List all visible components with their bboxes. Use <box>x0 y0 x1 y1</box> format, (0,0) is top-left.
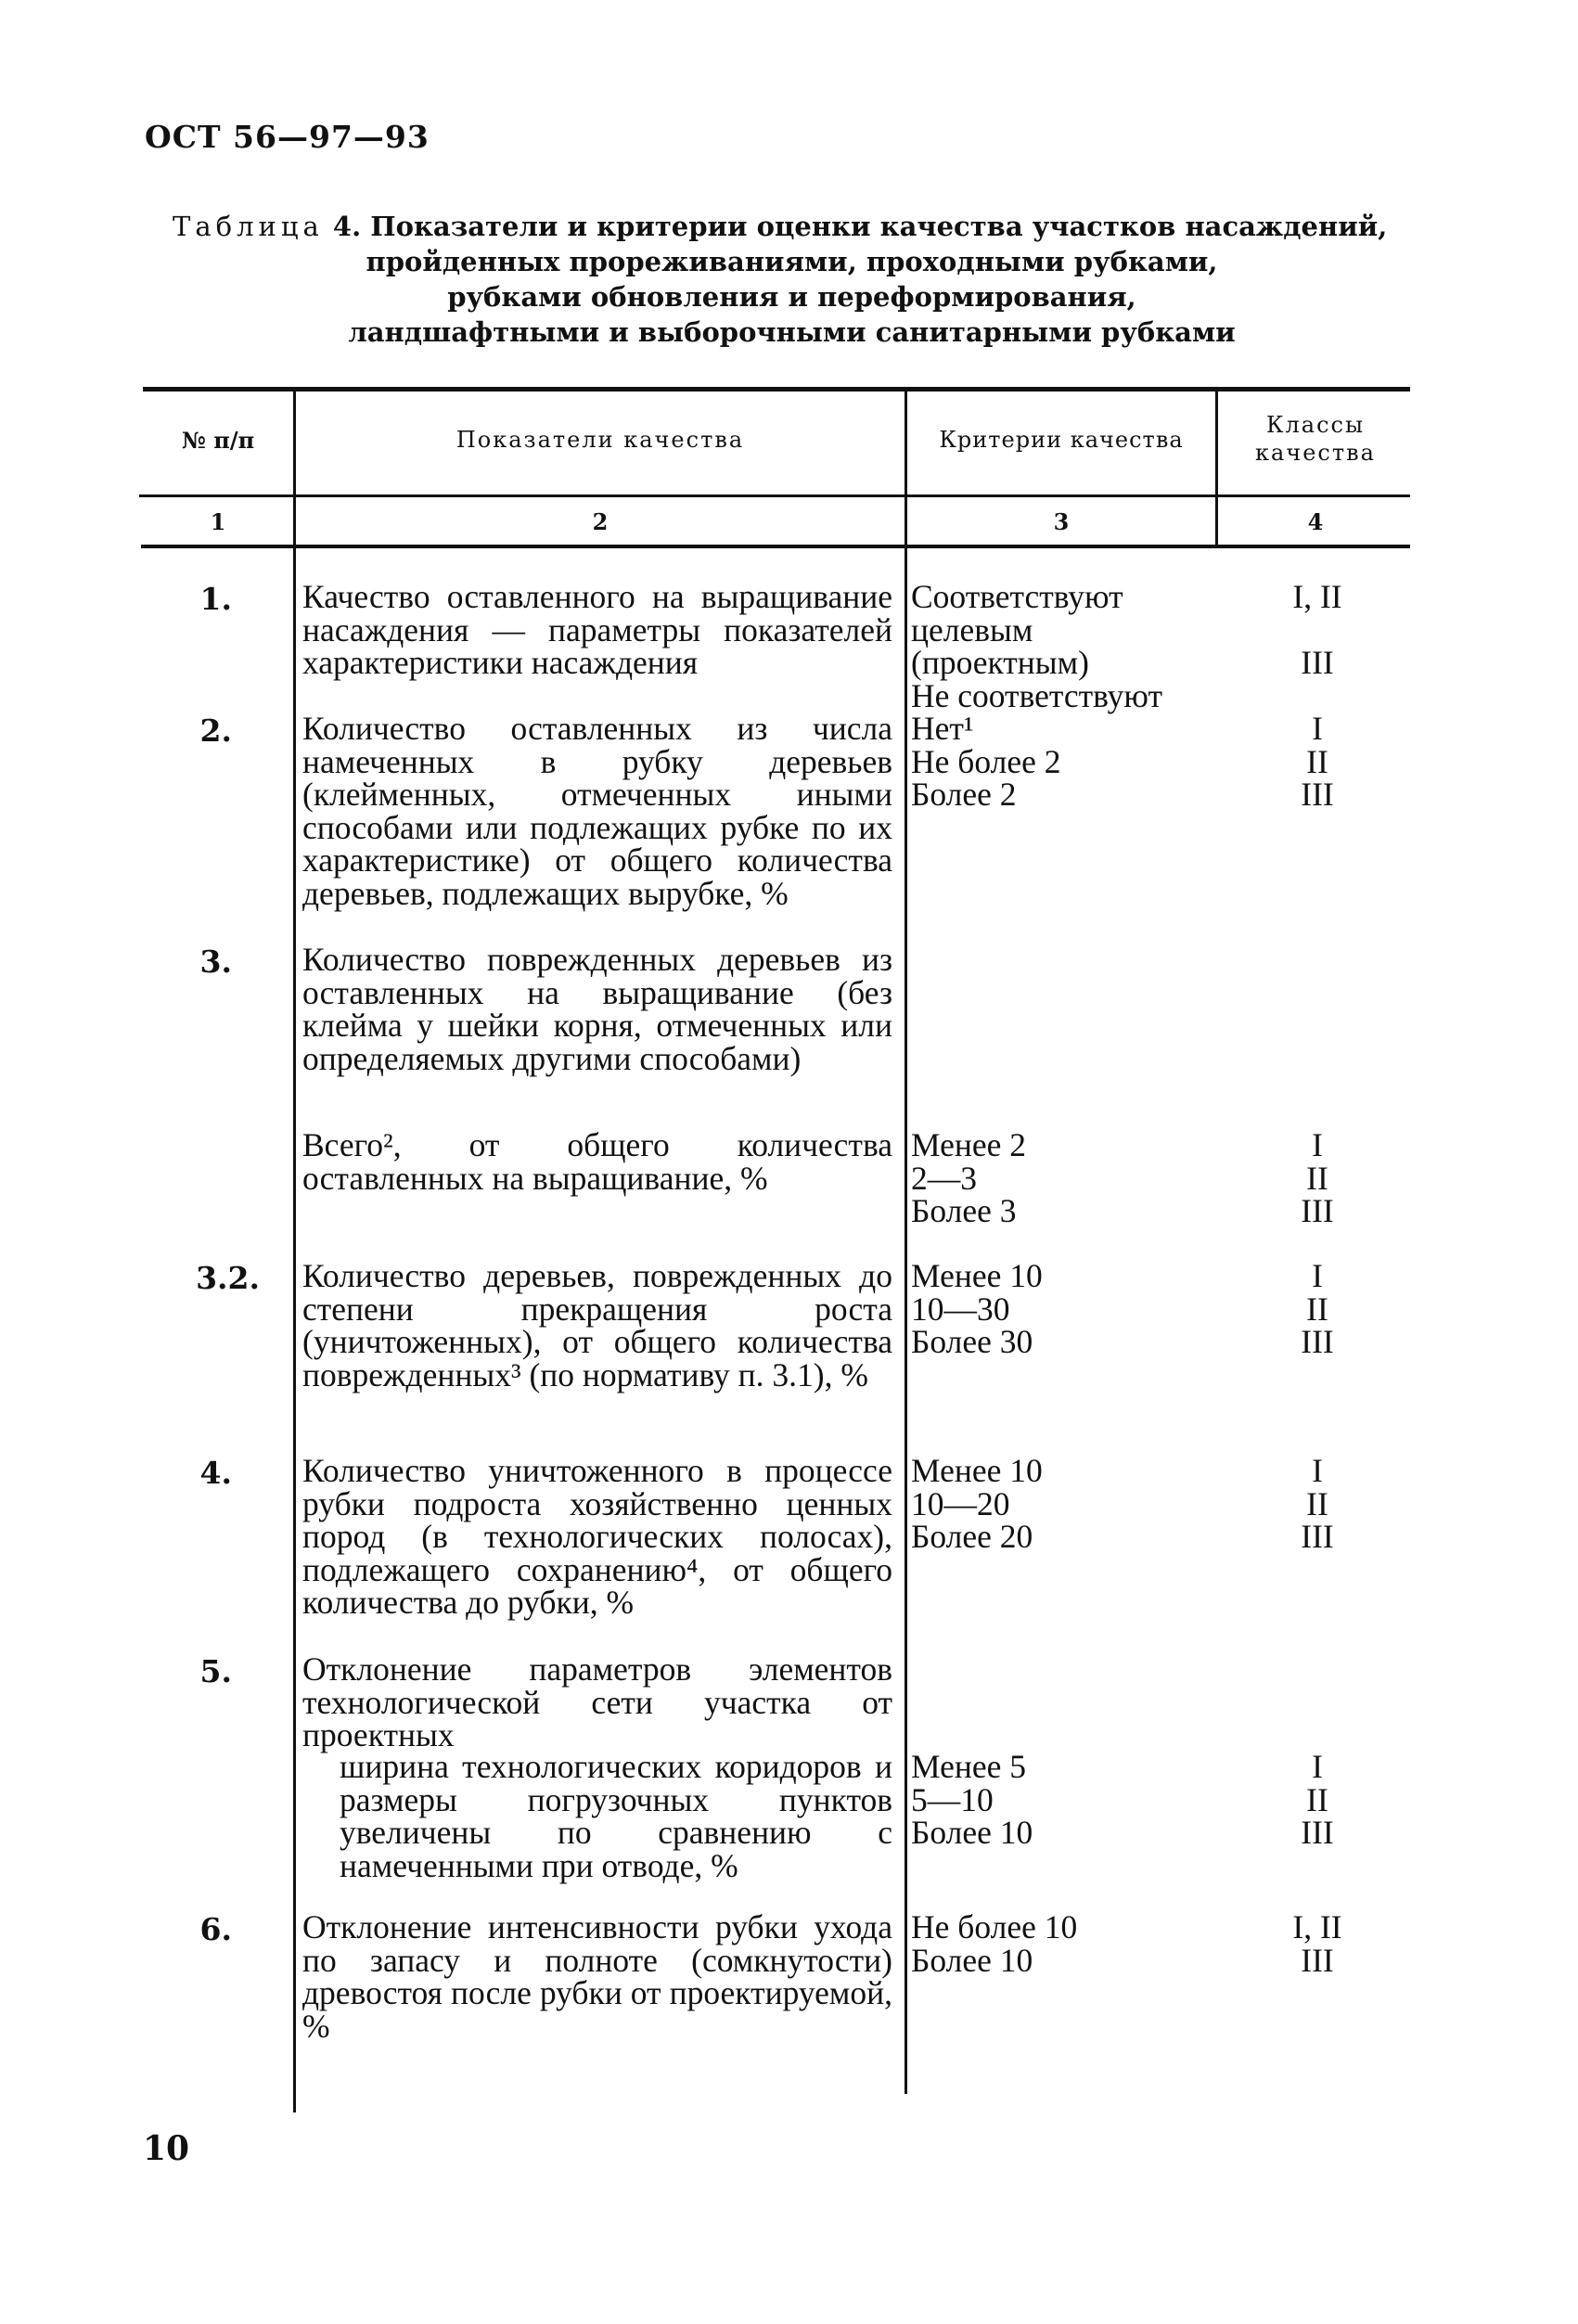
header-classes <box>1221 411 1410 467</box>
header-classes-line-1: Классы <box>1265 412 1366 438</box>
row-number: 6. <box>199 1911 232 1947</box>
class-item: II <box>1306 1290 1328 1328</box>
row-indicator: Количество уничтоженного в процессе рубки подроста хозяйственно ценных пород (в технологических полосах), подлежащего сохранению⁴, от общего количества до рубки, % <box>302 1452 892 1621</box>
row-criteria <box>911 578 1215 714</box>
column-number-2: 2 <box>592 508 609 535</box>
column-divider-3 <box>1215 392 1218 545</box>
class-item: III <box>1301 1814 1334 1851</box>
criteria-item: 10—30 <box>911 1290 1010 1328</box>
class-item: I <box>1312 1748 1323 1785</box>
criteria-item: Более 3 <box>911 1192 1017 1229</box>
header-indicators: Показатели качества <box>455 427 745 453</box>
class-item: I <box>1312 1452 1323 1489</box>
class-item: II <box>1306 1484 1328 1522</box>
caption-line-1-rest: 4. Показатели и критерии оценки качества участков насаждений, <box>332 211 1388 242</box>
criteria-item: Менее 2 <box>911 1126 1026 1163</box>
row-classes <box>1225 1257 1410 1360</box>
class-item: II <box>1306 742 1328 780</box>
table-caption <box>173 209 1411 350</box>
row-indicator: Качество оставленного на выращивание насаждения — параметры показателей характеристики насаждения <box>302 578 892 681</box>
row-number: 5. <box>199 1653 232 1689</box>
header-classes-line-2: качества <box>1255 440 1376 466</box>
row-indicator: Отклонение параметров элементов технологической сети участка от проектных <box>302 1650 892 1753</box>
row-indicator: Всего², от общего количества оставленных на выращивание, % <box>302 1126 892 1197</box>
class-item: I, II <box>1292 578 1342 615</box>
criteria-item: Менее 10 <box>911 1452 1043 1489</box>
caption-line-2: пройденных прореживаниями, проходными рубками, <box>366 246 1218 277</box>
column-divider-1 <box>293 392 296 2112</box>
criteria-item: Не соответствуют <box>911 676 1162 714</box>
class-item: III <box>1301 1518 1334 1555</box>
criteria-item: 5—10 <box>911 1780 994 1818</box>
row-criteria <box>911 1748 1217 1851</box>
row-number: 4. <box>199 1455 232 1491</box>
class-item: I <box>1312 1126 1323 1163</box>
column-number-4: 4 <box>1307 508 1324 535</box>
row-classes <box>1225 578 1410 681</box>
row-classes <box>1225 1908 1410 1979</box>
criteria-item: Не более 10 <box>911 1908 1078 1945</box>
criteria-item: 2—3 <box>911 1159 977 1197</box>
row-number: 3. <box>199 944 232 980</box>
header-bottom-rule <box>139 494 1410 497</box>
row-criteria <box>911 710 1217 813</box>
row-criteria <box>911 1452 1217 1555</box>
row-indicator: Количество поврежденных деревьев из оставленных на выращивание (без клейма у шейки корня, отмеченных или определяемых другими способами) <box>302 941 892 1077</box>
criteria-item: Соответствуют целевым (проектным) <box>911 578 1123 681</box>
row-indicator: Количество деревьев, поврежденных до степени прекращения роста (уничтоженных), от общего количества поврежденных³ (по нормативу п. 3.1), % <box>302 1257 892 1393</box>
column-divider-2 <box>904 392 907 2094</box>
class-item: II <box>1306 1780 1328 1818</box>
row-number: 3.2. <box>196 1260 260 1296</box>
caption-line-1 <box>173 209 1411 244</box>
criteria-item: Не более 2 <box>911 742 1061 780</box>
row-number: 1. <box>199 581 232 617</box>
class-item: III <box>1301 644 1334 681</box>
criteria-item: Более 10 <box>911 1941 1033 1979</box>
row-criteria <box>911 1908 1217 1979</box>
caption-line-3: рубками обновления и переформирования, <box>447 281 1136 313</box>
row-indicator: ширина технологических коридоров и размеры погрузочных пунктов увеличены по сравнению с намеченными при отводе, % <box>340 1748 892 1884</box>
class-item: III <box>1301 1192 1334 1229</box>
class-item: I <box>1312 710 1323 747</box>
row-classes <box>1225 1452 1410 1555</box>
header-criteria: Критерии качества <box>939 427 1184 453</box>
document-code: ОСТ 56—97—93 <box>145 119 430 155</box>
column-number-1: 1 <box>210 508 226 535</box>
class-item: II <box>1306 1159 1328 1197</box>
row-classes <box>1225 710 1410 813</box>
criteria-item: Более 2 <box>911 776 1017 813</box>
criteria-item: Нет¹ <box>911 710 974 747</box>
colnum-bottom-rule <box>141 545 1410 548</box>
class-item: I <box>1312 1257 1323 1294</box>
row-classes <box>1225 1126 1410 1229</box>
criteria-item: 10—20 <box>911 1484 1010 1522</box>
caption-lead: Таблица <box>173 211 324 242</box>
class-item: III <box>1301 1323 1334 1360</box>
row-indicator: Количество оставленных из числа намеченных в рубку деревьев (клейменных, отмеченных иными способами или подлежащих рубке по их характеристике) от общего количества деревьев, подлежащих вырубке, % <box>302 710 892 912</box>
page-number: 10 <box>143 2129 190 2168</box>
criteria-item: Более 30 <box>911 1323 1033 1360</box>
class-item: III <box>1301 776 1334 813</box>
class-item: I, II <box>1292 1908 1342 1945</box>
criteria-item: Более 10 <box>911 1814 1033 1851</box>
criteria-item: Более 20 <box>911 1518 1033 1555</box>
row-number: 2. <box>199 713 232 749</box>
column-number-3: 3 <box>1053 508 1070 535</box>
table-top-rule <box>143 387 1410 392</box>
class-item: III <box>1301 1941 1334 1979</box>
header-number: № п/п <box>181 427 255 454</box>
row-indicator: Отклонение интенсивности рубки ухода по запасу и полноте (сомкнутости) древостоя после рубки от проектируемой, % <box>302 1908 892 2045</box>
row-criteria <box>911 1257 1217 1360</box>
criteria-item: Менее 5 <box>911 1748 1026 1785</box>
caption-line-4: ландшафтными и выборочными санитарными рубками <box>348 316 1236 348</box>
criteria-item: Менее 10 <box>911 1257 1043 1294</box>
row-classes <box>1225 1748 1410 1851</box>
row-criteria <box>911 1126 1217 1229</box>
